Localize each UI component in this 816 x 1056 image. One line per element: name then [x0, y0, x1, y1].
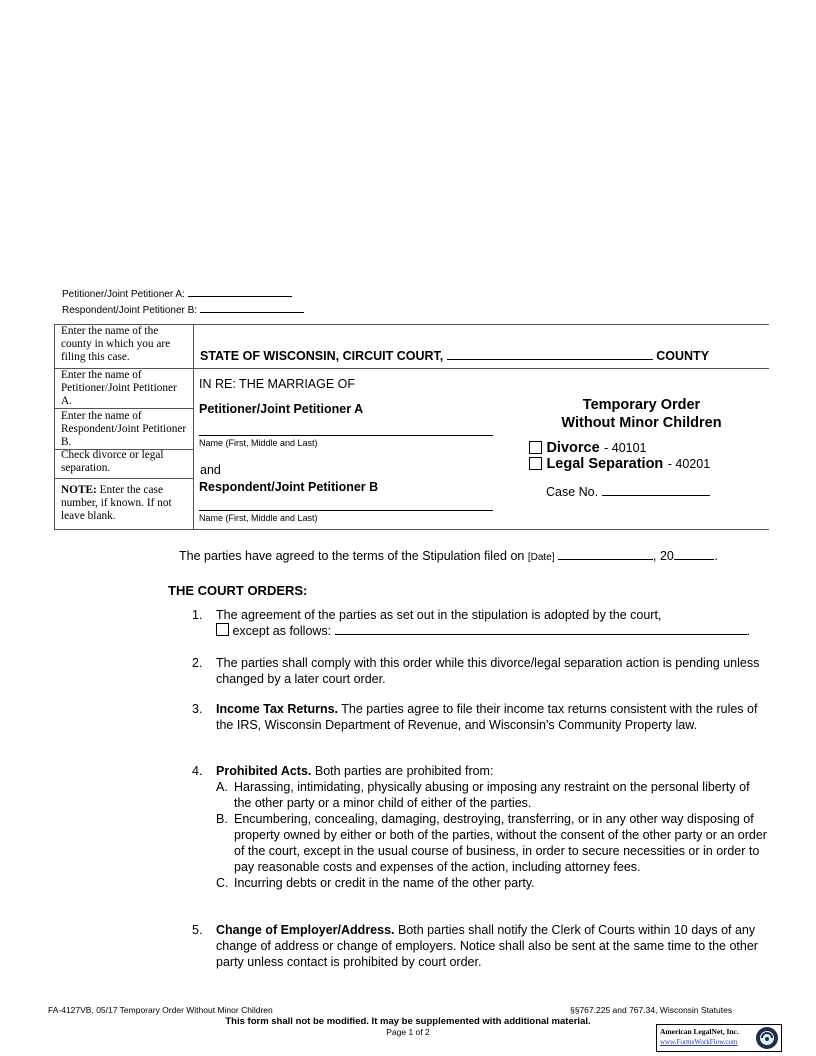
item-5	[216, 922, 768, 970]
helper-note	[61, 484, 189, 523]
county-field[interactable]	[447, 359, 653, 360]
respondent-top-line	[62, 305, 304, 316]
item-1-except-line: except as follows: .	[216, 623, 768, 639]
separation-code: - 40201	[667, 457, 711, 471]
footer-page: Page 1 of 2	[386, 1027, 430, 1037]
item-2-text: The parties shall comply with this order while this divorce/legal separation action is pending unless changed by a later court order.	[216, 656, 760, 686]
item-4-sub-a	[216, 779, 768, 811]
divorce-label: Divorce	[546, 440, 600, 456]
court-orders-heading: THE COURT ORDERS:	[168, 583, 308, 598]
item-1-text: The agreement of the parties as set out in the stipulation is adopted by the court,	[216, 608, 662, 622]
legalnet-logo[interactable]	[656, 1024, 782, 1052]
sub-a-letter: A.	[216, 780, 228, 794]
item-4	[216, 763, 768, 891]
item-3-text: The parties agree to file their income tax returns consistent with the rules of the IRS, Wisconsin Department of Revenue, and Wisconsin's Community Property law.	[216, 702, 758, 732]
stipulation-text: The parties have agreed to the terms of the Stipulation filed on	[179, 549, 525, 563]
form-title	[520, 396, 763, 432]
item-3	[216, 701, 768, 733]
form-title-line2: Without Minor Children	[561, 415, 722, 431]
note-label: NOTE:	[61, 484, 97, 496]
state-label: STATE OF WISCONSIN, CIRCUIT COURT,	[200, 349, 444, 363]
item-2-number: 2.	[192, 656, 203, 670]
state-county-line	[200, 349, 709, 363]
item-5-text: Both parties shall notify the Clerk of Courts within 10 days of any change of address or change of employers. Notice shall also be sent at the same time to the other party unless contact is prohibited by court order.	[216, 923, 758, 969]
caption-left-rule	[54, 324, 55, 529]
respondent-name-hint: Name (First, Middle and Last)	[199, 513, 318, 523]
sub-a-text: Harassing, intimidating, physically abusing or imposing any restraint on the personal liberty of the other party or a minor child of either of the parties.	[234, 780, 750, 810]
case-no-field[interactable]	[602, 495, 710, 496]
form-title-line1: Temporary Order	[582, 397, 701, 413]
petitioner-top-line	[62, 289, 292, 300]
item-5-heading: Change of Employer/Address.	[216, 923, 395, 937]
helper-rule-1	[54, 408, 193, 409]
petitioner-top-label: Petitioner/Joint Petitioner A:	[62, 289, 185, 300]
sub-b-text: Encumbering, concealing, damaging, destroying, transferring, or in any other way disposing of property owned by either or both of the parties, without the consent of the other party or an order of the court, except in the usual course of business, in order to secure necessities or in order to pay reasonable costs and expenses of the action, including attorney fees.	[234, 812, 767, 874]
logo-line2[interactable]: www.FormsWorkFlow.com	[660, 1038, 738, 1046]
caption-divider-rule	[193, 324, 194, 529]
item-4-heading: Prohibited Acts.	[216, 764, 312, 778]
caption-bottom-rule	[54, 529, 769, 530]
divorce-checkbox[interactable]	[529, 441, 542, 454]
note-text: Enter the case number, if known. If not leave blank.	[61, 484, 172, 522]
helper-respondent: Enter the name of Respondent/Joint Petitioner B.	[61, 410, 187, 448]
item-4-text: Both parties are prohibited from:	[314, 764, 494, 778]
separation-label: Legal Separation	[546, 456, 664, 472]
helper-rule-3	[54, 478, 193, 479]
logo-seal-icon	[755, 1026, 779, 1050]
case-no-label: Case No.	[546, 485, 599, 499]
case-number-line	[546, 485, 710, 499]
stipulation-year-field[interactable]	[674, 559, 714, 560]
item-5-number: 5.	[192, 923, 203, 937]
respondent-top-label: Respondent/Joint Petitioner B:	[62, 305, 198, 316]
helper-check: Check divorce or legal separation.	[61, 449, 164, 474]
sub-c-text: Incurring debts or credit in the name of the other party.	[234, 876, 535, 890]
respondent-caption-label: Respondent/Joint Petitioner B	[199, 480, 379, 494]
footer-notice: This form shall not be modified. It may be supplemented with additional material.	[225, 1016, 591, 1027]
item-4-number: 4.	[192, 764, 203, 778]
stipulation-line: The parties have agreed to the terms of the Stipulation filed on [Date] , 20 .	[179, 549, 718, 563]
except-field[interactable]	[335, 634, 747, 635]
date-hint: [Date]	[527, 552, 555, 563]
footer-statutes: §§767.225 and 767.34, Wisconsin Statutes	[570, 1005, 733, 1015]
sub-b-letter: B.	[216, 812, 228, 826]
item-3-number: 3.	[192, 702, 203, 716]
and-label: and	[200, 463, 221, 477]
county-label: COUNTY	[656, 349, 710, 363]
except-label: except as follows:	[232, 624, 332, 638]
logo-line1: American LegalNet, Inc.	[660, 1027, 739, 1036]
separation-checkbox[interactable]	[529, 457, 542, 470]
petitioner-name-hint: Name (First, Middle and Last)	[199, 438, 318, 448]
divorce-code: - 40101	[604, 441, 647, 455]
in-re-label: IN RE: THE MARRIAGE OF	[199, 377, 356, 391]
except-checkbox[interactable]	[216, 623, 229, 636]
footer-form-id: FA-4127VB, 05/17 Temporary Order Without Minor Children	[48, 1005, 273, 1015]
item-1	[216, 607, 768, 639]
stipulation-date-field[interactable]	[558, 559, 653, 560]
item-4-sub-c	[216, 875, 768, 891]
petitioner-caption-label: Petitioner/Joint Petitioner A	[199, 402, 364, 416]
item-3-heading: Income Tax Returns.	[216, 702, 339, 716]
sub-c-letter: C.	[216, 876, 229, 890]
item-1-number: 1.	[192, 608, 203, 622]
respondent-name-field[interactable]	[199, 497, 493, 511]
item-4-sub-b	[216, 811, 768, 875]
petitioner-top-field[interactable]	[188, 296, 292, 297]
respondent-top-field[interactable]	[200, 312, 304, 313]
helper-petitioner: Enter the name of Petitioner/Joint Petitioner A.	[61, 369, 177, 407]
petitioner-name-field[interactable]	[199, 422, 493, 436]
year-prefix: , 20	[653, 549, 674, 563]
helper-county: Enter the name of the county in which you are filing this case.	[61, 325, 171, 363]
separation-option[interactable]	[529, 455, 710, 473]
